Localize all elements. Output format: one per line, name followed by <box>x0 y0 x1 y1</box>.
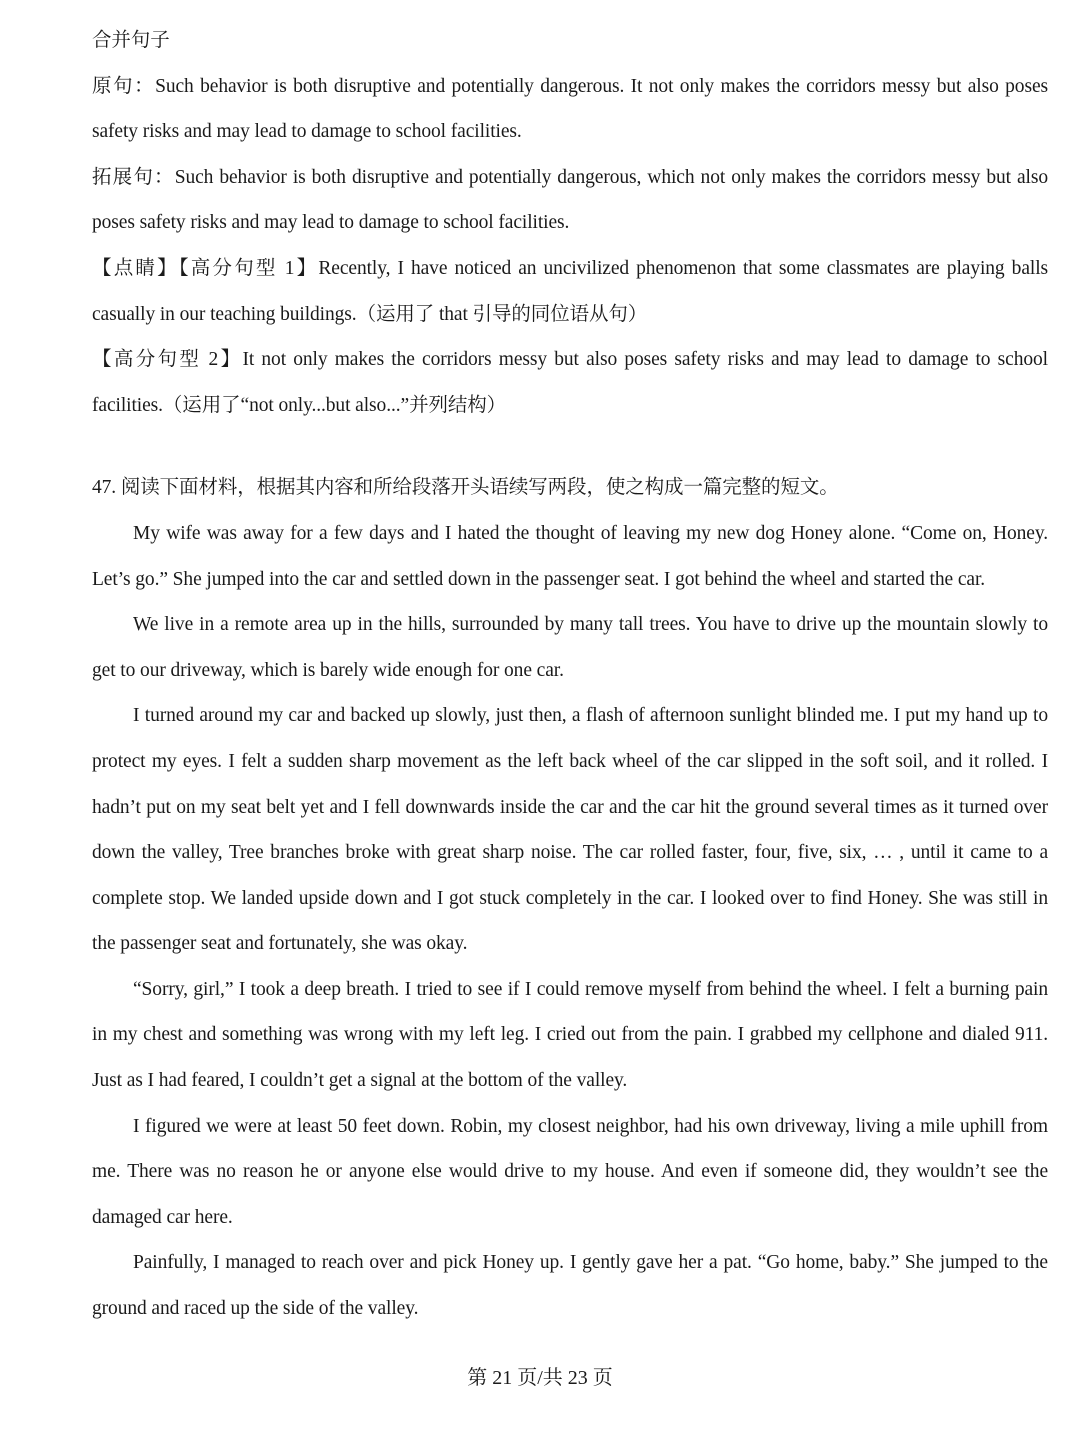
expanded-sentence: 拓展句：Such behavior is both disruptive and potentially dangerous, which not only makes the corridors messy but also poses safety risks and may lead to damage to school facilities. <box>92 166 1048 234</box>
section-title: 合并句子 <box>92 30 170 51</box>
original-sentence: 原句：Such behavior is both disruptive and potentially dangerous. It not only makes the corridors messy but also poses safety risks and may lead to damage to school facilities. <box>92 75 1048 143</box>
story-paragraph-1: My wife was away for a few days and I hated the thought of leaving my new dog Honey alone. “Come on, Honey. Let’s go.” She jumped into the car and settled down in the passenger seat. I got behind the wheel and started the car. <box>92 522 1048 590</box>
highlight-sentence-1: 【点睛】【高分句型 1】Recently, I have noticed an uncivilized phenomenon that some classmates are playing balls casually in our teaching buildings.（运用了 that 引导的同位语从句） <box>92 257 1048 325</box>
story-paragraph-6: Painfully, I managed to reach over and pick Honey up. I gently gave her a pat. “Go home, baby.” She jumped to the ground and raced up the side of the valley. <box>92 1252 1048 1320</box>
section-gap <box>92 428 1048 465</box>
page-content <box>92 18 1048 1332</box>
story-paragraph-2: We live in a remote area up in the hills, surrounded by many tall trees. You have to drive up the mountain slowly to get to our driveway, which is barely wide enough for one car. <box>92 614 1048 681</box>
page-number-footer: 第 21 页/共 23 页 <box>467 1367 613 1389</box>
story-paragraph-3: I turned around my car and backed up slowly, just then, a flash of afternoon sunlight blinded me. I put my hand up to protect my eyes. I felt a sudden sharp movement as the left back wheel of the car slipped in the soft soil, and it rolled. I hadn’t put on my seat belt yet and I fell downwards inside the car and the car hit the ground several times as it turned over down the valley, Tree branches broke with great sharp noise. The car rolled faster, four, five, six, … , until it came to a complete stop. We landed upside down and I got stuck completely in the car. I looked over to find Honey. She was still in the passenger seat and fortunately, she was okay. <box>92 705 1048 955</box>
story-paragraph-4: “Sorry, girl,” I took a deep breath. I tried to see if I could remove myself from behind the wheel. I felt a burning pain in my chest and something was wrong with my left leg. I cried out from the pain. I grabbed my cellphone and dialed 911. Just as I had feared, I couldn’t get a signal at the bottom of the valley. <box>92 978 1048 1092</box>
highlight-sentence-2: 【高分句型 2】It not only makes the corridors messy but also poses safety risks and may lead to damage to school facilities.（运用了“not only...but also...”并列结构） <box>92 349 1048 416</box>
question-prompt: 47. 阅读下面材料，根据其内容和所给段落开头语续写两段，使之构成一篇完整的短文。 <box>92 477 839 499</box>
story-paragraph-5: I figured we were at least 50 feet down. Robin, my closest neighbor, had his own driveway, living a mile uphill from me. There was no reason he or anyone else would drive to my house. And even if someone did, they wouldn’t see the damaged car here. <box>92 1115 1048 1228</box>
